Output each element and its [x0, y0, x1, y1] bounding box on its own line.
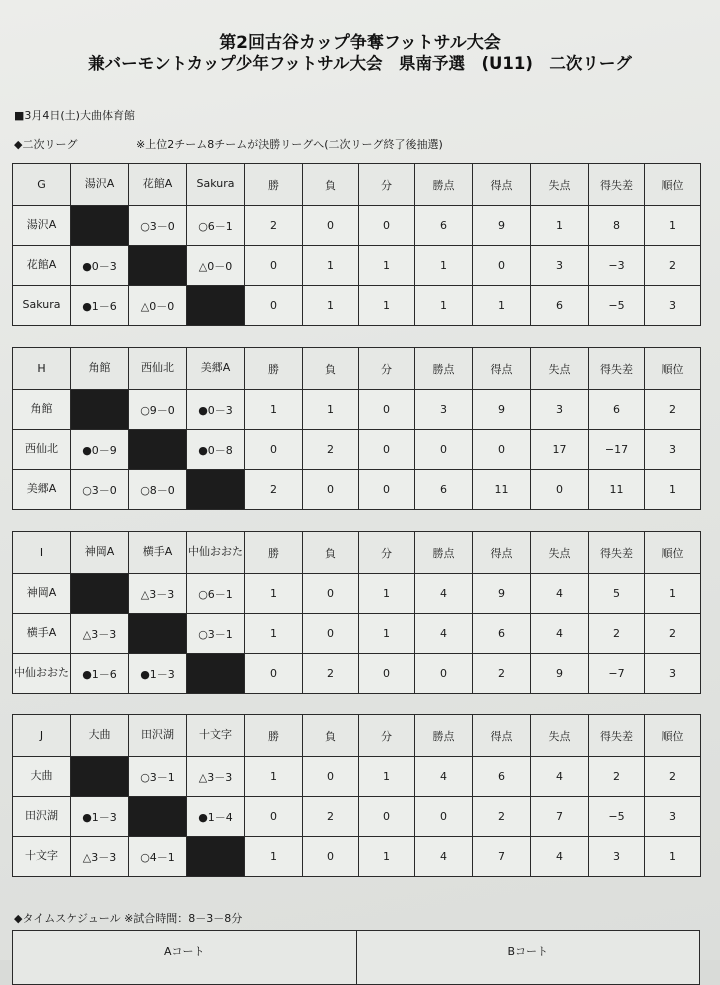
match-result: ○9－0: [129, 390, 187, 430]
match-result: △0－0: [129, 286, 187, 326]
stat-header: 得失差: [589, 164, 645, 206]
stat-value: 3: [645, 654, 701, 694]
stat-value: 8: [589, 206, 645, 246]
stat-header: 勝: [245, 164, 303, 206]
team-row: [13, 470, 701, 510]
team-row: [13, 206, 701, 246]
match-result: △0－0: [187, 246, 245, 286]
team-name: 横手A: [13, 614, 71, 654]
match-result: △3－3: [71, 614, 129, 654]
league-table-h: [12, 347, 701, 510]
stat-header: 勝点: [415, 532, 473, 574]
stat-value: 4: [531, 757, 589, 797]
opponent-header: 神岡A: [71, 532, 129, 574]
stat-header: 勝点: [415, 715, 473, 757]
stat-value: 1: [245, 390, 303, 430]
stat-value: 0: [415, 654, 473, 694]
stat-header: 分: [359, 715, 415, 757]
match-result: ○6－1: [187, 206, 245, 246]
stat-value: 4: [531, 837, 589, 877]
team-name: 角館: [13, 390, 71, 430]
match-result: △3－3: [129, 574, 187, 614]
stat-header: 分: [359, 348, 415, 390]
opponent-header: 西仙北: [129, 348, 187, 390]
stat-value: 1: [245, 574, 303, 614]
stat-value: 1: [473, 286, 531, 326]
self-match-cell: [187, 286, 245, 326]
stat-value: 0: [245, 797, 303, 837]
stat-value: 2: [303, 430, 359, 470]
group-label: G: [13, 164, 71, 206]
match-result: ○8－0: [129, 470, 187, 510]
opponent-header: 湯沢A: [71, 164, 129, 206]
stat-value: 0: [303, 837, 359, 877]
opponent-header: 角館: [71, 348, 129, 390]
stat-value: 6: [415, 470, 473, 510]
self-match-cell: [71, 757, 129, 797]
match-result: ●0－3: [187, 390, 245, 430]
stat-value: 2: [645, 246, 701, 286]
stat-value: 0: [473, 430, 531, 470]
header-row: [13, 715, 701, 757]
stat-header: 得点: [473, 532, 531, 574]
self-match-cell: [71, 206, 129, 246]
stat-value: 1: [359, 574, 415, 614]
team-name: 美郷A: [13, 470, 71, 510]
self-match-cell: [71, 574, 129, 614]
stat-header: 失点: [531, 715, 589, 757]
stat-header: 分: [359, 532, 415, 574]
stat-value: 2: [473, 797, 531, 837]
stat-header: 勝: [245, 348, 303, 390]
self-match-cell: [71, 390, 129, 430]
stat-value: 4: [415, 574, 473, 614]
stat-value: 4: [415, 757, 473, 797]
stat-header: 負: [303, 715, 359, 757]
stat-header: 得点: [473, 715, 531, 757]
stat-value: 9: [473, 206, 531, 246]
team-name: 大曲: [13, 757, 71, 797]
stat-value: 7: [473, 837, 531, 877]
self-match-cell: [129, 614, 187, 654]
league-table-j: [12, 714, 701, 877]
stat-value: 3: [645, 430, 701, 470]
match-result: ○3－1: [129, 757, 187, 797]
stat-value: 2: [303, 654, 359, 694]
stat-header: 順位: [645, 164, 701, 206]
stat-header: 得失差: [589, 532, 645, 574]
match-result: ●0－9: [71, 430, 129, 470]
match-result: ○3－0: [71, 470, 129, 510]
stat-value: 1: [303, 390, 359, 430]
stat-value: 6: [473, 757, 531, 797]
league-table-g: [12, 163, 701, 326]
stat-value: 2: [245, 206, 303, 246]
team-row: [13, 246, 701, 286]
self-match-cell: [187, 837, 245, 877]
stat-value: 0: [359, 797, 415, 837]
stat-value: 0: [245, 430, 303, 470]
stat-value: 1: [245, 837, 303, 877]
team-name: 湯沢A: [13, 206, 71, 246]
stat-value: −17: [589, 430, 645, 470]
stat-header: 勝点: [415, 164, 473, 206]
stat-value: 2: [645, 614, 701, 654]
stat-value: 3: [645, 797, 701, 837]
team-row: [13, 797, 701, 837]
team-name: 西仙北: [13, 430, 71, 470]
match-result: ○3－1: [187, 614, 245, 654]
match-result: ●0－8: [187, 430, 245, 470]
team-row: [13, 757, 701, 797]
team-name: Sakura: [13, 286, 71, 326]
section-label: ◆二次リーグ: [14, 138, 78, 151]
stat-value: 0: [303, 614, 359, 654]
stat-value: 17: [531, 430, 589, 470]
stat-value: 1: [359, 246, 415, 286]
match-result: ●1－4: [187, 797, 245, 837]
stat-value: 0: [303, 574, 359, 614]
stat-value: 4: [415, 614, 473, 654]
court-a-header: Aコート: [13, 931, 357, 985]
self-match-cell: [129, 430, 187, 470]
self-match-cell: [187, 470, 245, 510]
stat-header: 勝: [245, 532, 303, 574]
stat-value: 2: [645, 757, 701, 797]
stat-header: 勝点: [415, 348, 473, 390]
stat-value: 1: [415, 286, 473, 326]
stat-value: 6: [531, 286, 589, 326]
stat-value: 0: [415, 797, 473, 837]
stat-value: 0: [359, 470, 415, 510]
header-row: [13, 532, 701, 574]
opponent-header: 大曲: [71, 715, 129, 757]
opponent-header: Sakura: [187, 164, 245, 206]
stat-value: 3: [531, 390, 589, 430]
venue-line: ■3月4日(土)大曲体育館: [14, 109, 135, 122]
team-row: [13, 286, 701, 326]
stat-value: 3: [415, 390, 473, 430]
stat-value: 1: [645, 837, 701, 877]
stat-value: 9: [473, 390, 531, 430]
match-result: ○4－1: [129, 837, 187, 877]
stat-value: 0: [415, 430, 473, 470]
team-row: [13, 614, 701, 654]
stat-value: 4: [531, 574, 589, 614]
team-name: 神岡A: [13, 574, 71, 614]
match-result: ●1－3: [71, 797, 129, 837]
stat-header: 得点: [473, 164, 531, 206]
stat-value: 0: [473, 246, 531, 286]
stat-value: 0: [359, 206, 415, 246]
team-name: 中仙おおた: [13, 654, 71, 694]
stat-value: 1: [645, 206, 701, 246]
team-row: [13, 390, 701, 430]
stat-value: 6: [473, 614, 531, 654]
team-row: [13, 430, 701, 470]
stat-value: 2: [303, 797, 359, 837]
team-row: [13, 837, 701, 877]
stat-value: 11: [473, 470, 531, 510]
opponent-header: 花館A: [129, 164, 187, 206]
stat-value: 5: [589, 574, 645, 614]
stat-value: 6: [589, 390, 645, 430]
document-title: 第2回古谷カップ争奪フットサル大会: [219, 33, 501, 53]
stat-value: 0: [359, 390, 415, 430]
match-result: △3－3: [71, 837, 129, 877]
stat-value: 2: [589, 757, 645, 797]
stat-header: 負: [303, 348, 359, 390]
stat-value: 11: [589, 470, 645, 510]
document-subtitle: 兼バーモントカップ少年フットサル大会 県南予選 (U11) 二次リーグ: [88, 54, 632, 73]
stat-value: 0: [303, 470, 359, 510]
stat-value: 6: [415, 206, 473, 246]
stat-value: 4: [415, 837, 473, 877]
schedule-label: ◆タイムスケジュール ※試合時間：8－3－8分: [14, 912, 243, 925]
stat-value: 0: [531, 470, 589, 510]
stat-value: 3: [531, 246, 589, 286]
stat-value: 4: [531, 614, 589, 654]
stat-value: 0: [359, 430, 415, 470]
stat-header: 勝: [245, 715, 303, 757]
stat-value: 0: [303, 757, 359, 797]
match-result: ●1－6: [71, 654, 129, 694]
stat-value: 1: [359, 757, 415, 797]
group-label: J: [13, 715, 71, 757]
match-result: ●0－3: [71, 246, 129, 286]
stat-value: −5: [589, 286, 645, 326]
match-result: ●1－6: [71, 286, 129, 326]
stat-header: 得失差: [589, 348, 645, 390]
stat-value: 9: [531, 654, 589, 694]
stat-value: 0: [359, 654, 415, 694]
court-b-header: Bコート: [356, 931, 700, 985]
opponent-header: 田沢湖: [129, 715, 187, 757]
stat-header: 失点: [531, 532, 589, 574]
stat-value: 1: [645, 470, 701, 510]
match-result: ○6－1: [187, 574, 245, 614]
team-row: [13, 574, 701, 614]
stat-value: 0: [245, 286, 303, 326]
self-match-cell: [129, 246, 187, 286]
opponent-header: 美郷A: [187, 348, 245, 390]
stat-header: 順位: [645, 715, 701, 757]
stat-value: 0: [245, 654, 303, 694]
stat-header: 失点: [531, 348, 589, 390]
stat-value: 1: [359, 286, 415, 326]
stat-header: 分: [359, 164, 415, 206]
stat-header: 失点: [531, 164, 589, 206]
opponent-header: 中仙おおた: [187, 532, 245, 574]
group-label: H: [13, 348, 71, 390]
stat-value: 2: [589, 614, 645, 654]
stat-value: −3: [589, 246, 645, 286]
self-match-cell: [129, 797, 187, 837]
stat-value: 1: [359, 837, 415, 877]
team-name: 十文字: [13, 837, 71, 877]
stat-value: 2: [245, 470, 303, 510]
match-result: △3－3: [187, 757, 245, 797]
league-table-i: [12, 531, 701, 694]
self-match-cell: [187, 654, 245, 694]
stat-value: 9: [473, 574, 531, 614]
stat-value: −5: [589, 797, 645, 837]
schedule-table: [12, 930, 700, 985]
stat-header: 負: [303, 164, 359, 206]
stat-header: 負: [303, 532, 359, 574]
stat-header: 順位: [645, 532, 701, 574]
stat-header: 得点: [473, 348, 531, 390]
stat-value: −7: [589, 654, 645, 694]
header-row: [13, 164, 701, 206]
stat-value: 0: [245, 246, 303, 286]
team-name: 田沢湖: [13, 797, 71, 837]
stat-value: 1: [245, 757, 303, 797]
match-result: ●1－3: [129, 654, 187, 694]
team-row: [13, 654, 701, 694]
stat-value: 1: [359, 614, 415, 654]
stat-value: 7: [531, 797, 589, 837]
team-name: 花館A: [13, 246, 71, 286]
stat-value: 1: [303, 286, 359, 326]
stat-value: 0: [303, 206, 359, 246]
stat-value: 1: [645, 574, 701, 614]
match-result: ○3－0: [129, 206, 187, 246]
stat-value: 2: [473, 654, 531, 694]
stat-value: 1: [415, 246, 473, 286]
group-label: I: [13, 532, 71, 574]
opponent-header: 横手A: [129, 532, 187, 574]
stat-value: 2: [645, 390, 701, 430]
stat-value: 1: [245, 614, 303, 654]
stat-header: 得失差: [589, 715, 645, 757]
stat-value: 1: [303, 246, 359, 286]
stat-value: 3: [645, 286, 701, 326]
opponent-header: 十文字: [187, 715, 245, 757]
stat-value: 1: [531, 206, 589, 246]
section-note: ※上位2チーム8チームが決勝リーグへ(二次リーグ終了後抽選): [136, 138, 443, 151]
stat-header: 順位: [645, 348, 701, 390]
header-row: [13, 348, 701, 390]
stat-value: 3: [589, 837, 645, 877]
